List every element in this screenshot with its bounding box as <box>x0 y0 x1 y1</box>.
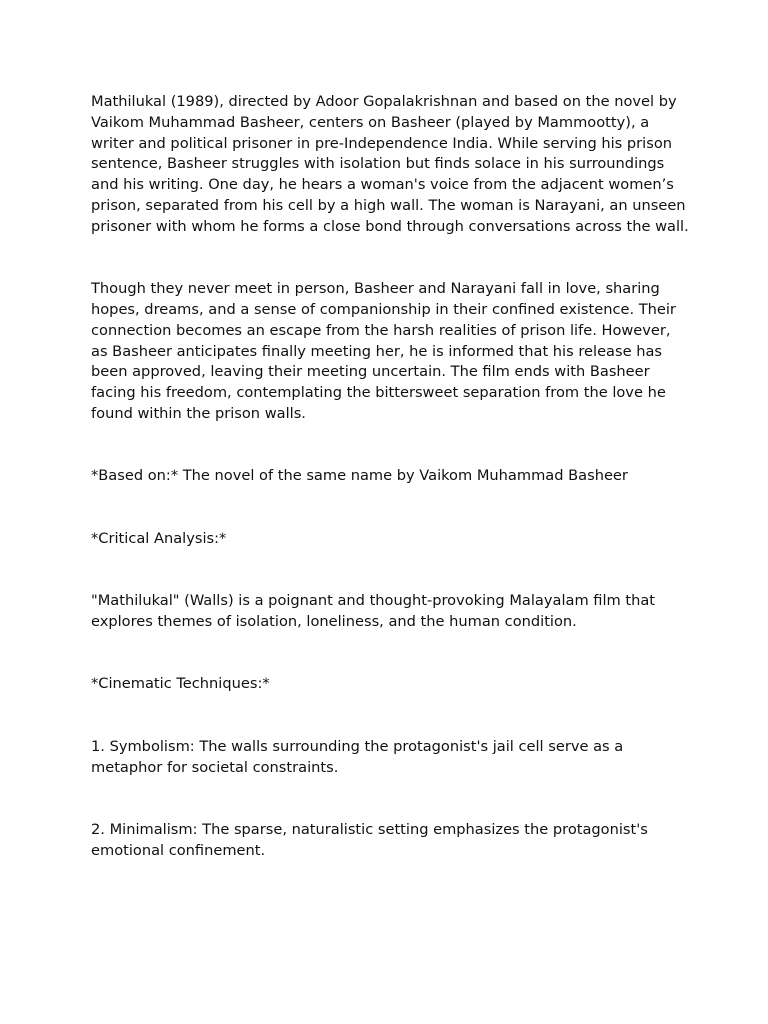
technique-item-symbolism: 1. Symbolism: The walls surrounding the protagonist's jail cell serve as a metaphor for societal constraints. <box>91 737 624 776</box>
based-on-line: *Based on:* The novel of the same name by Vaikom Muhammad Basheer <box>91 467 628 485</box>
critical-analysis-heading: *Critical Analysis:* <box>91 529 227 547</box>
critical-analysis-paragraph: "Mathilukal" (Walls) is a poignant and thought-provoking Malayalam film that explores themes of isolation, loneliness, and the human condition. <box>91 592 656 630</box>
document-body <box>91 92 691 861</box>
cinematic-techniques-heading: *Cinematic Techniques:* <box>91 675 270 693</box>
synopsis-paragraph-2: Though they never meet in person, Basheer and Narayani fall in love, sharing hopes, dreams, and a sense of companionship in their confined existence. Their connection becomes an escape from the harsh realities of prison life. However, as Basheer anticipates finally meeting her, he is informed that his release has been approved, leaving their meeting uncertain. The film ends with Basheer facing his freedom, contemplating the bittersweet separation from the love he found within the prison walls. <box>91 280 676 422</box>
synopsis-paragraph-1: Mathilukal (1989), directed by Adoor Gopalakrishnan and based on the novel by Vaikom Muhammad Basheer, centers on Basheer (played by Mammootty), a writer and political prisoner in pre-Independence India. While serving his prison sentence, Basheer struggles with isolation but finds solace in his surroundings and his writing. One day, he hears a woman's voice from the adjacent women’s prison, separated from his cell by a high wall. The woman is Narayani, an unseen prisoner with whom he forms a close bond through conversations across the wall. <box>91 93 689 235</box>
technique-item-minimalism: 2. Minimalism: The sparse, naturalistic setting emphasizes the protagonist's emotional confinement. <box>91 820 648 859</box>
